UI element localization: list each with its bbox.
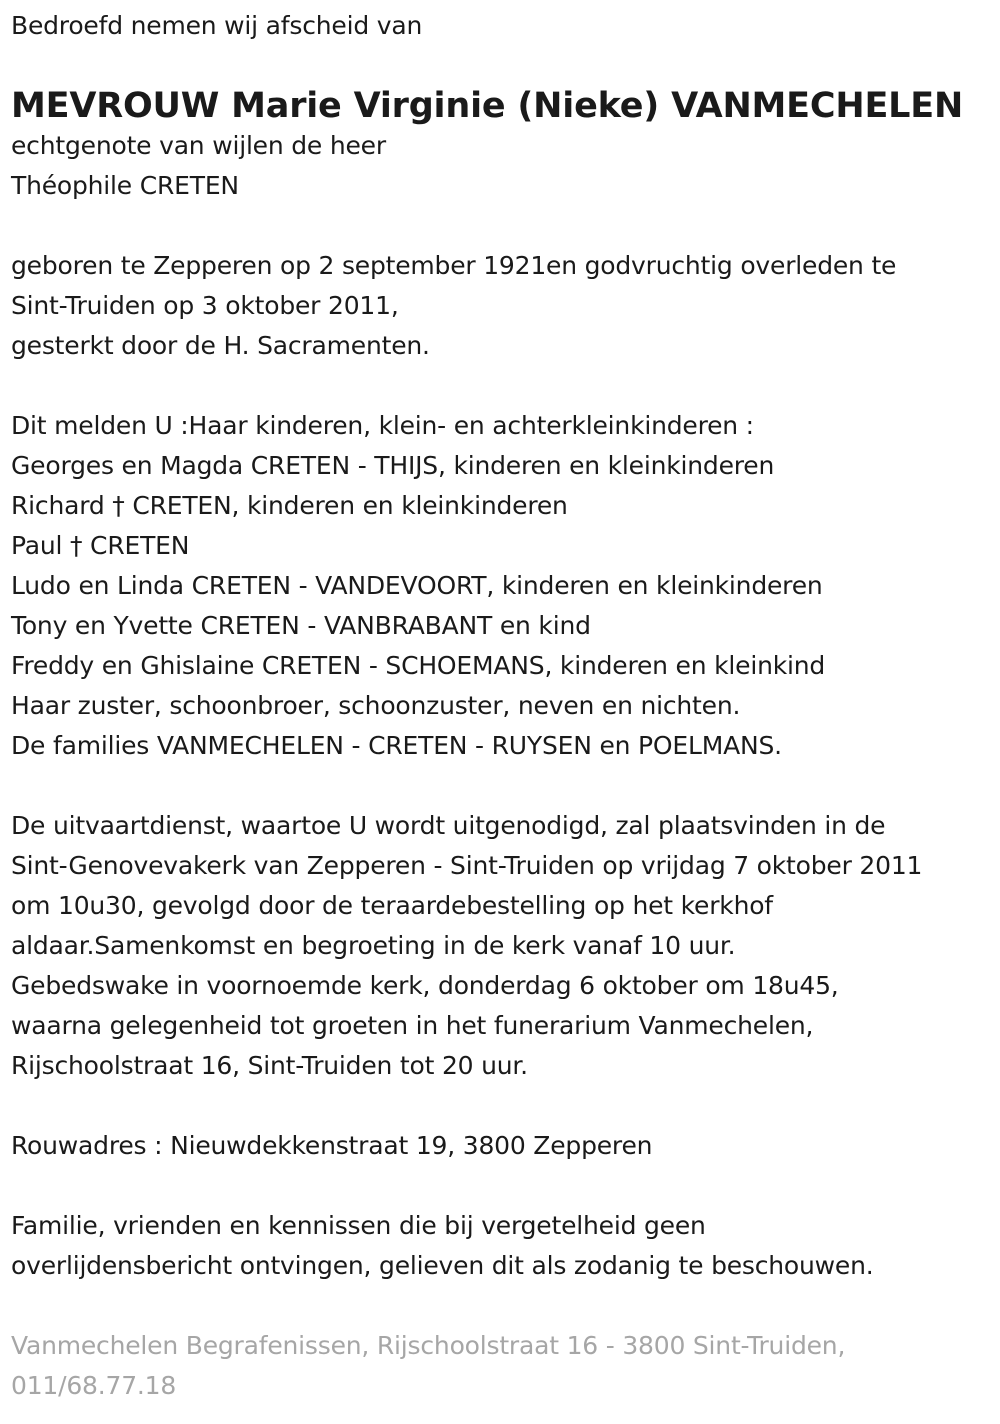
ceremony-line: om 10u30, gevolgd door de teraardebestelling op het kerkhof xyxy=(11,891,773,920)
family-member: Richard † CRETEN, kinderen en kleinkinderen xyxy=(11,491,568,520)
intro-text: Bedroefd nemen wij afscheid van xyxy=(11,11,423,40)
family-intro: Dit melden U :Haar kinderen, klein- en achterkleinkinderen : xyxy=(11,411,754,440)
spouse-line: echtgenote van wijlen de heer xyxy=(11,131,386,160)
family-member: Ludo en Linda CRETEN - VANDEVOORT, kinderen en kleinkinderen xyxy=(11,571,823,600)
family-member: Georges en Magda CRETEN - THIJS, kinderen en kleinkinderen xyxy=(11,451,775,480)
ceremony-line: waarna gelegenheid tot groeten in het funerarium Vanmechelen, xyxy=(11,1011,814,1040)
mourning-address: Rouwadres : Nieuwdekkenstraat 19, 3800 Zepperen xyxy=(11,1131,653,1160)
notice-line: overlijdensbericht ontvingen, gelieven dit als zodanig te beschouwen. xyxy=(11,1251,874,1280)
ceremony-line: Sint-Genovevakerk van Zepperen - Sint-Truiden op vrijdag 7 oktober 2011 xyxy=(11,851,923,880)
family-member: Freddy en Ghislaine CRETEN - SCHOEMANS, kinderen en kleinkind xyxy=(11,651,826,680)
family-member: Tony en Yvette CRETEN - VANBRABANT en kind xyxy=(11,611,591,640)
birth-death-line: gesterkt door de H. Sacramenten. xyxy=(11,331,430,360)
ceremony-line: Rijschoolstraat 16, Sint-Truiden tot 20 uur. xyxy=(11,1051,528,1080)
notice-line: Familie, vrienden en kennissen die bij vergetelheid geen xyxy=(11,1211,706,1240)
obituary-notice xyxy=(11,6,991,1406)
family-member: Paul † CRETEN xyxy=(11,531,190,560)
ceremony-line: aldaar.Samenkomst en begroeting in de kerk vanaf 10 uur. xyxy=(11,931,736,960)
family-member: De families VANMECHELEN - CRETEN - RUYSEN en POELMANS. xyxy=(11,731,782,760)
family-member: Haar zuster, schoonbroer, schoonzuster, neven en nichten. xyxy=(11,691,741,720)
birth-death-line: geboren te Zepperen op 2 september 1921en godvruchtig overleden te xyxy=(11,251,897,280)
ceremony-line: Gebedswake in voornoemde kerk, donderdag 6 oktober om 18u45, xyxy=(11,971,839,1000)
ceremony-line: De uitvaartdienst, waartoe U wordt uitgenodigd, zal plaatsvinden in de xyxy=(11,811,886,840)
funeral-home-info: Vanmechelen Begrafenissen, Rijschoolstraat 16 - 3800 Sint-Truiden, xyxy=(11,1331,846,1360)
spouse-name: Théophile CRETEN xyxy=(11,171,239,200)
birth-death-line: Sint-Truiden op 3 oktober 2011, xyxy=(11,291,399,320)
deceased-name: MEVROUW Marie Virginie (Nieke) VANMECHELEN xyxy=(11,86,964,126)
funeral-home-phone: 011/68.77.18 xyxy=(11,1371,177,1400)
